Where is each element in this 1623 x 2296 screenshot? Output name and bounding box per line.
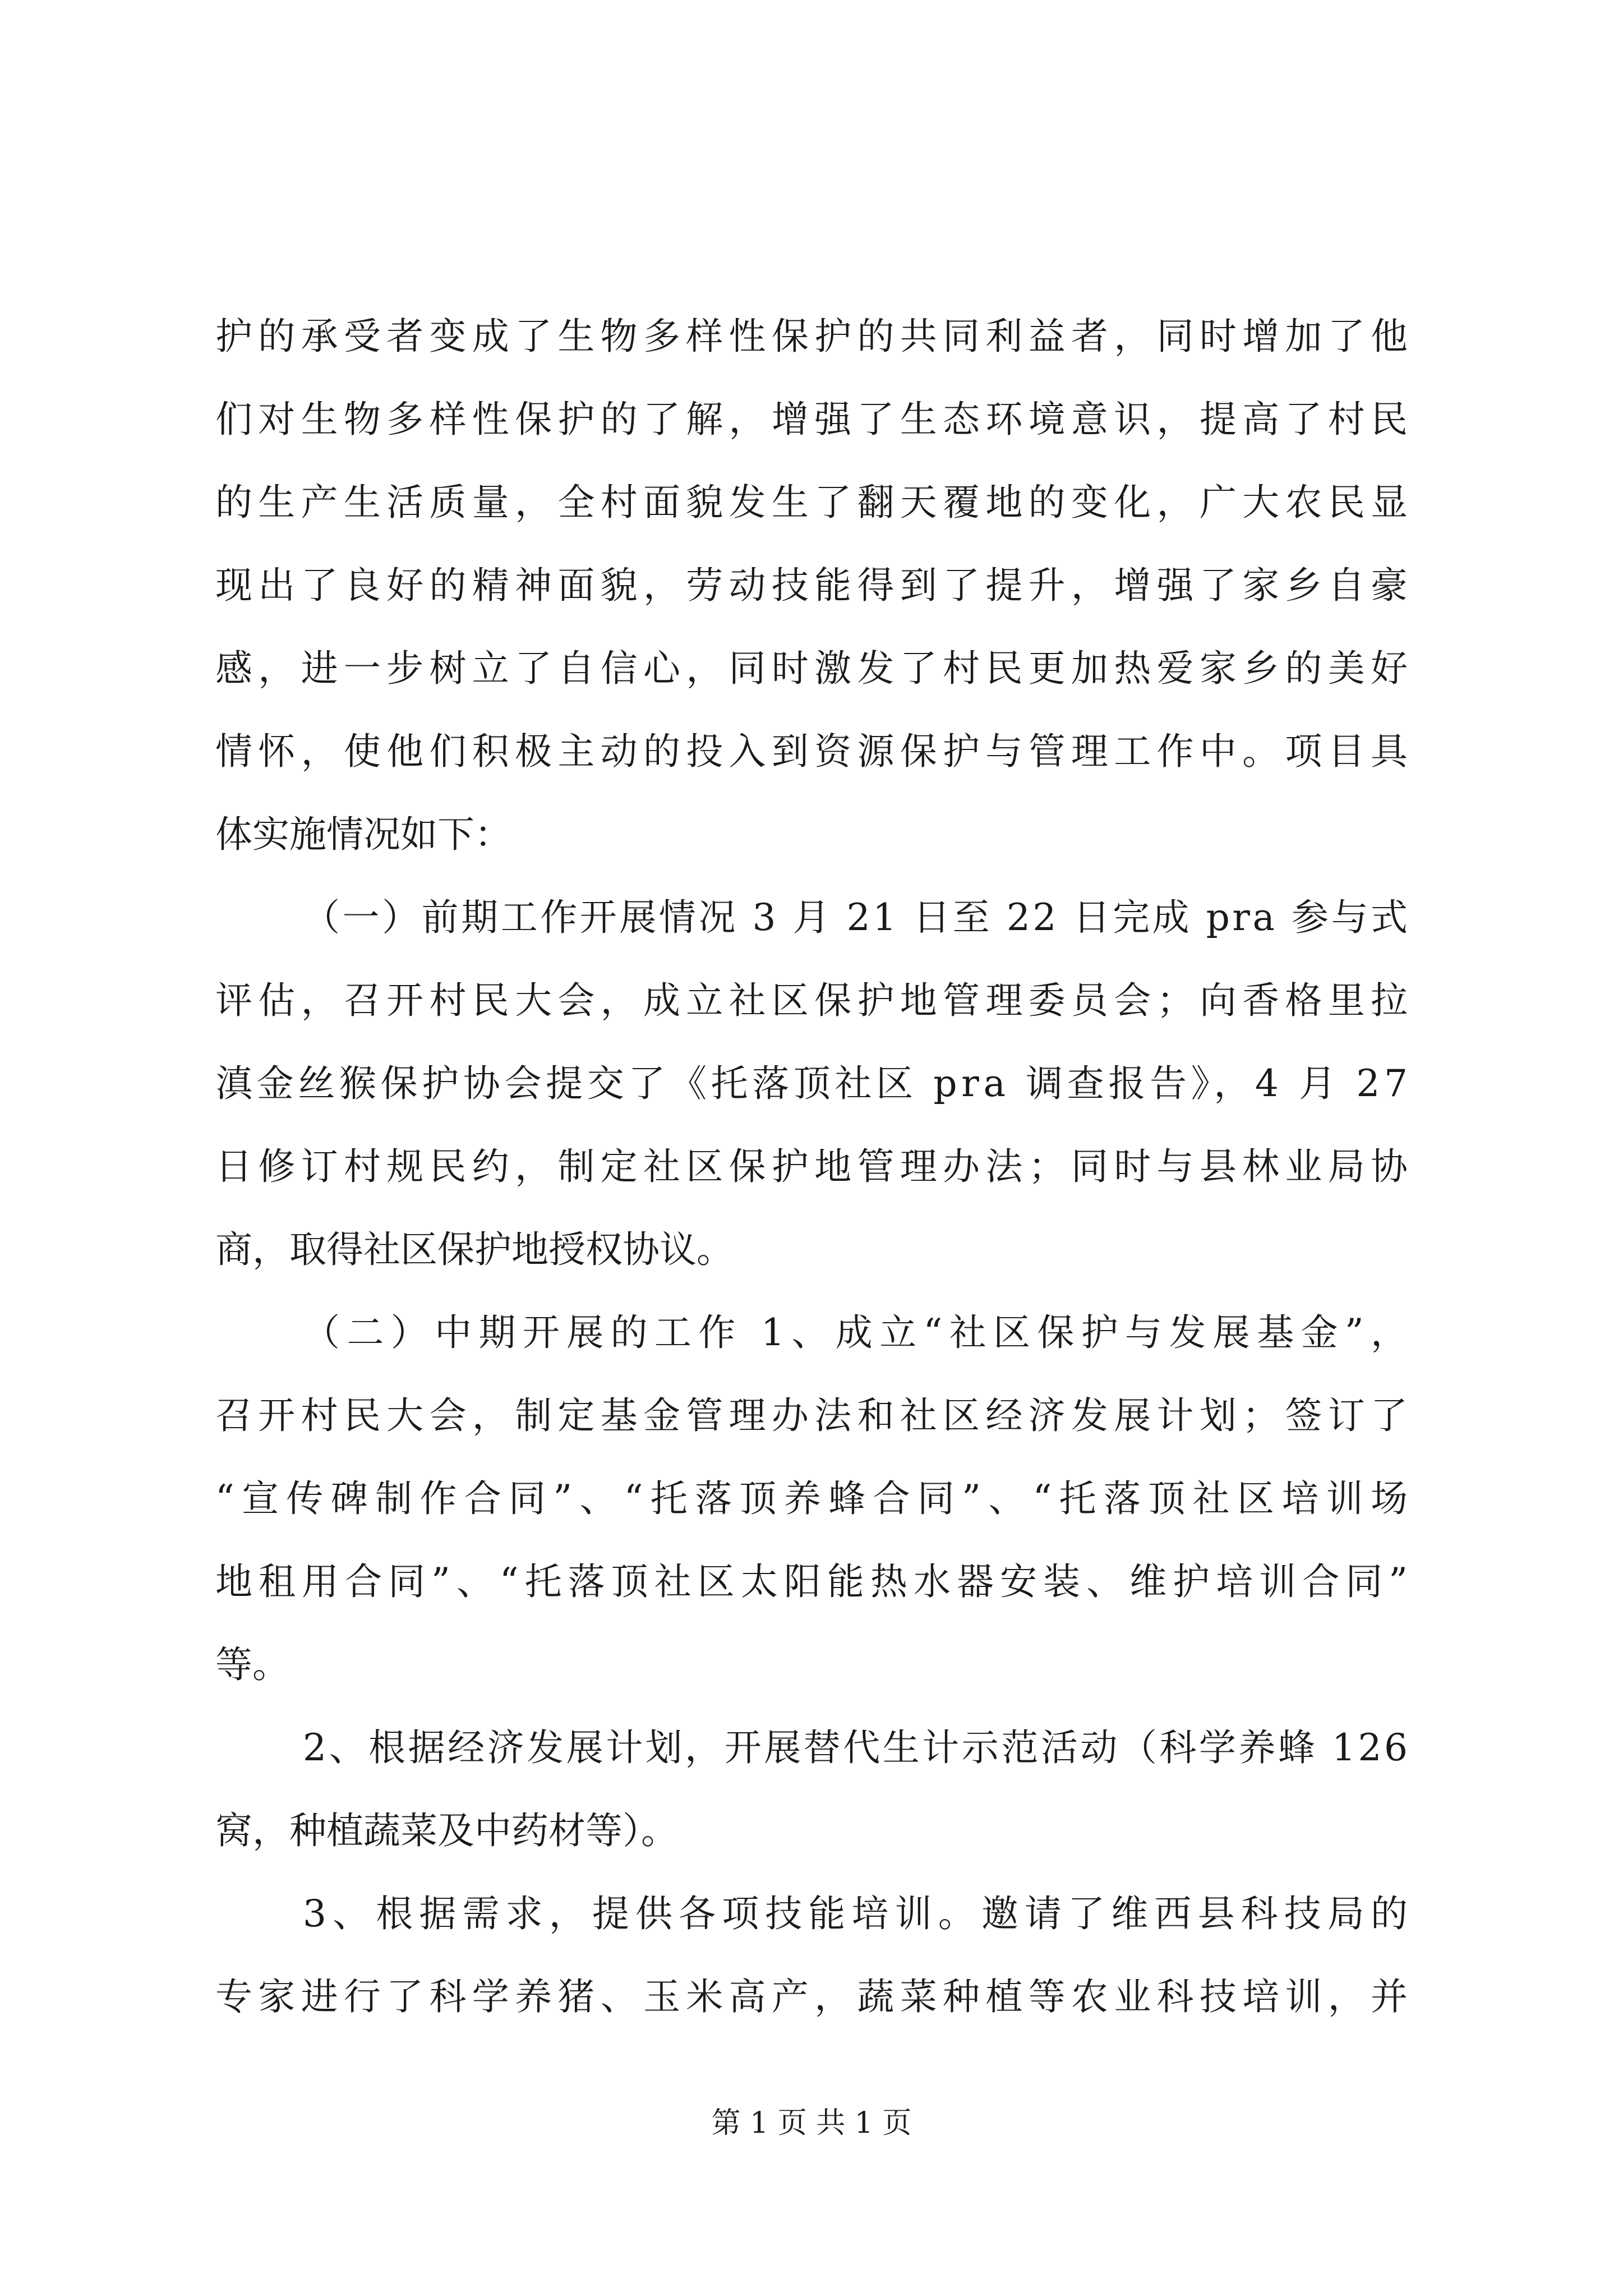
text-line-content: 专家进行了科学养猪、玉米高产，蔬菜种植等农业科技培训，并 [215,1975,1414,2018]
text-line-content: 感，进一步树立了自信心，同时激发了村民更加热爱家乡的美好 [215,647,1414,690]
text-line [0,1963,1623,2031]
text-line-content: 窝，种植蔬菜及中药材等）。 [215,1809,678,1852]
text-line-content: 护的承受者变成了生物多样性保护的共同利益者，同时增加了他 [215,315,1414,358]
text-line-content: 日修订村规民约，制定社区保护地管理办法；同时与县林业局协 [215,1145,1414,1188]
text-line-content: 商，取得社区保护地授权协议。 [215,1228,734,1271]
text-line-content: 召开村民大会，制定基金管理办法和社区经济发展计划；签订了 [215,1394,1414,1437]
text-line-content: 现出了良好的精神面貌，劳动技能得到了提升，增强了家乡自豪 [215,564,1414,607]
text-line [0,1797,1623,1865]
text-line-content: 评估，召开村民大会，成立社区保护地管理委员会；向香格里拉 [215,979,1414,1022]
text-line [0,1880,1623,1948]
text-line [0,1299,1623,1366]
text-line [0,884,1623,951]
text-line [0,1382,1623,1450]
text-line-content: 体实施情况如下： [215,813,511,856]
text-line-content: 地租用合同”、“托落顶社区太阳能热水器安装、维护培训合同” [215,1560,1414,1603]
text-line-content: （二）中期开展的工作 1、成立“社区保护与发展基金”， [303,1311,1415,1354]
text-line [0,386,1623,453]
text-line [0,469,1623,536]
text-line [0,718,1623,785]
text-line [0,1216,1623,1283]
text-line [0,635,1623,702]
text-line [0,552,1623,619]
text-line [0,1548,1623,1616]
text-line [0,1050,1623,1117]
text-line-content: 情怀，使他们积极主动的投入到资源保护与管理工作中。项目具 [215,730,1414,773]
text-line [0,303,1623,370]
text-line-content: 滇金丝猴保护协会提交了《托落顶社区 pra 调查报告》，4 月 27 [215,1062,1412,1105]
text-line [0,801,1623,868]
text-line-content: 们对生物多样性保护的了解，增强了生态环境意识，提高了村民 [215,398,1414,441]
text-line [0,1714,1623,1782]
text-line [0,1631,1623,1699]
text-line [0,1465,1623,1533]
text-line [0,1133,1623,1200]
text-line [0,967,1623,1034]
text-line-content: 等。 [215,1643,289,1686]
page-footer [0,2101,1623,2146]
text-line-content: 2、根据经济发展计划，开展替代生计示范活动（科学养蜂 126 [303,1726,1410,1769]
text-line-content: 3、根据需求，提供各项技能培训。邀请了维西县科技局的 [303,1892,1414,1935]
text-line-content: 的生产生活质量，全村面貌发生了翻天覆地的变化，广大农民显 [215,481,1414,524]
page-number: 第 1 页 共 1 页 [711,2106,912,2140]
text-line-content: “宣传碑制作合同”、“托落顶养蜂合同”、“托落顶社区培训场 [215,1477,1415,1520]
text-line-content: （一）前期工作开展情况 3 月 21 日至 22 日完成 pra 参与式 [303,896,1410,939]
